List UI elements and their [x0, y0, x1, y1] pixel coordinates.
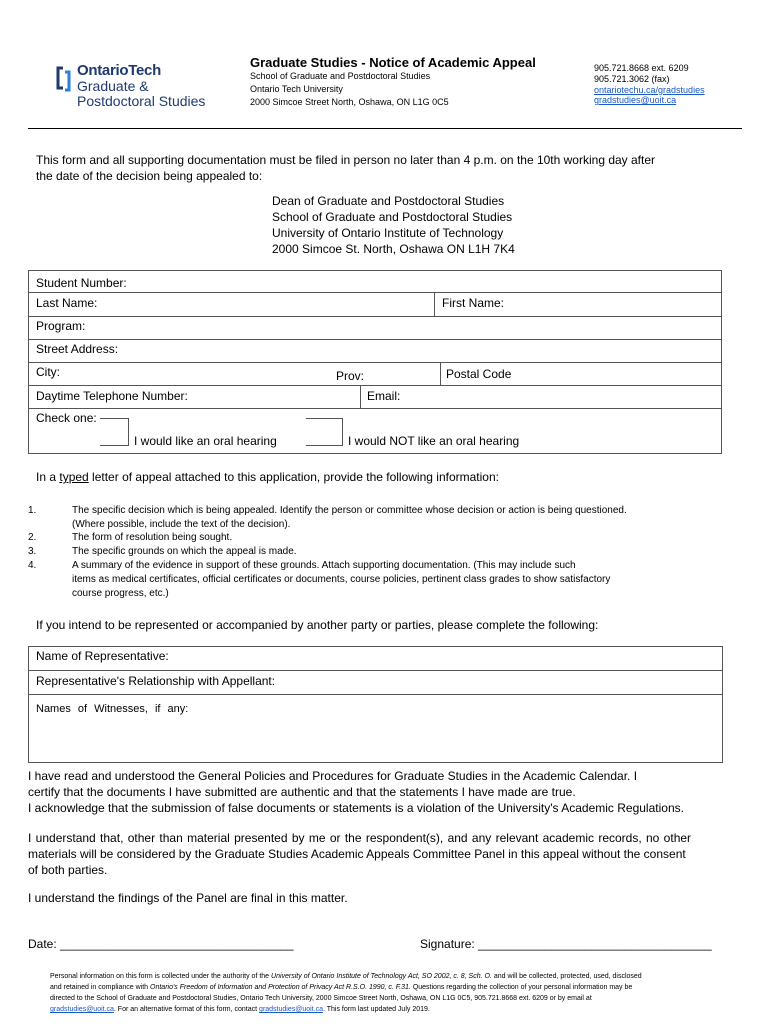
- declaration-line: certify that the documents I have submitted are authentic and that the statements I have made are true.: [28, 785, 576, 799]
- footer-line: Personal information on this form is collected under the authority of the University of Ontario Institute of Technology Act, SO 2002, c. 8, Sch. O. and will be collected, protected, used, disclosed: [50, 973, 642, 980]
- list-item-text: The form of resolution being sought.: [72, 532, 233, 543]
- row-divider: [28, 408, 722, 409]
- representation-instruction: If you intend to be represented or accompanied by another party or parties, please complete the following:: [36, 618, 599, 632]
- row-divider: [28, 694, 723, 695]
- list-number: 2.: [28, 532, 37, 543]
- date-field[interactable]: Date: ___________________________________: [28, 937, 294, 951]
- footer-line: directed to the School of Graduate and Postdoctoral Studies, Ontario Tech University, 2000 Simcoe Street North, Oshawa, ON L1G 0C5, 905.721.8668 ext. 6209 or by email at: [50, 995, 592, 1002]
- no-oral-hearing-option-label: I would NOT like an oral hearing: [348, 434, 520, 448]
- footer-email-link[interactable]: gradstudies@uoit.ca: [259, 1006, 323, 1013]
- declaration-line: I understand that, other than material presented by me or the respondent(s), and any relevant academic records, no other: [28, 831, 692, 845]
- recipient-line: University of Ontario Institute of Technology: [272, 226, 504, 240]
- email-field[interactable]: Email:: [367, 389, 401, 403]
- logo-text-line2: Graduate &: [77, 78, 149, 94]
- form-title: Graduate Studies - Notice of Academic Appeal: [250, 55, 536, 70]
- col-divider: [360, 385, 361, 408]
- row-divider: [28, 385, 722, 386]
- logo-text-line3: Postdoctoral Studies: [77, 93, 206, 109]
- program-field[interactable]: Program:: [36, 319, 86, 333]
- list-number: 1.: [28, 505, 37, 516]
- logo-text-line1: OntarioTech: [77, 62, 161, 79]
- ontario-tech-logo: [50, 60, 210, 112]
- header-email-link[interactable]: gradstudies@uoit.ca: [594, 95, 677, 105]
- typed-letter-instruction: In a typed letter of appeal attached to this application, provide the following information:: [36, 470, 499, 484]
- recipient-line: 2000 Simcoe St. North, Oshawa ON L1H 7K4: [272, 242, 515, 256]
- row-divider: [28, 362, 722, 363]
- no-oral-hearing-checkbox[interactable]: [306, 418, 343, 446]
- list-item-text: course progress, etc.): [72, 588, 169, 599]
- witnesses-field[interactable]: Names of Witnesses, if any:: [36, 703, 189, 715]
- ontario-tech-mark-icon: [54, 66, 72, 92]
- signature-field[interactable]: Signature: ___________________________________: [420, 937, 712, 951]
- representative-relationship-field[interactable]: Representative's Relationship with Appellant:: [36, 674, 276, 688]
- declaration-line: I understand the findings of the Panel are final in this matter.: [28, 891, 348, 905]
- footer-line: and retained in compliance with Ontario's Freedom of Information and Protection of Privacy Act R.S.O. 1990, c. F.31. Questions regarding the collection of your personal information may be: [50, 984, 633, 991]
- representative-name-field[interactable]: Name of Representative:: [36, 649, 169, 663]
- list-item-text: The specific grounds on which the appeal is made.: [72, 546, 297, 557]
- recipient-line: Dean of Graduate and Postdoctoral Studies: [272, 194, 505, 208]
- oral-hearing-option-label: I would like an oral hearing: [134, 434, 277, 448]
- footer-line: gradstudies@uoit.ca. For an alternative format of this form, contact gradstudies@uoit.ca. This form last updated July 2019.: [50, 1006, 430, 1013]
- recipient-line: School of Graduate and Postdoctoral Studies: [272, 210, 513, 224]
- privacy-footer: [50, 971, 642, 1015]
- footer-email-link[interactable]: gradstudies@uoit.ca: [50, 1006, 114, 1013]
- declaration-line: I have read and understood the General Policies and Procedures for Graduate Studies in the Academic Calendar. I: [28, 769, 638, 783]
- last-name-field[interactable]: Last Name:: [36, 296, 98, 310]
- header-address-line: School of Graduate and Postdoctoral Studies: [250, 71, 431, 81]
- list-item-text: (Where possible, include the text of the decision).: [72, 519, 291, 530]
- header-website-link[interactable]: ontariotechu.ca/gradstudies: [594, 85, 705, 95]
- first-name-field[interactable]: First Name:: [442, 296, 505, 310]
- row-divider: [28, 316, 722, 317]
- city-field[interactable]: City:: [36, 365, 60, 379]
- col-divider: [440, 362, 441, 385]
- header-fax: 905.721.3062 (fax): [594, 74, 670, 84]
- list-number: 4.: [28, 560, 37, 571]
- list-item-text: A summary of the evidence in support of these grounds. Attach supporting documentation. (This may include such: [72, 560, 576, 571]
- list-item-text: items as medical certificates, official certificates or documents, course policies, pertinent class grades to show satisfactory: [72, 574, 611, 585]
- daytime-phone-field[interactable]: Daytime Telephone Number:: [36, 389, 188, 403]
- intro-line: the date of the decision being appealed to:: [36, 169, 263, 183]
- header-divider: [28, 128, 742, 129]
- declaration-line: of both parties.: [28, 863, 108, 877]
- row-divider: [28, 670, 723, 671]
- student-number-field[interactable]: Student Number:: [36, 276, 127, 290]
- intro-line: This form and all supporting documentation must be filed in person no later than 4 p.m. on the 10th working day after: [36, 153, 656, 167]
- list-item-text: The specific decision which is being appealed. Identify the person or committee whose decision or action is being questioned.: [72, 505, 627, 516]
- row-divider: [28, 292, 722, 293]
- street-address-field[interactable]: Street Address:: [36, 342, 119, 356]
- header-address-line: Ontario Tech University: [250, 84, 343, 94]
- postal-code-field[interactable]: Postal Code: [446, 367, 512, 381]
- declaration-line: materials will be considered by the Graduate Studies Academic Appeals Committee Panel in this appeal without the consent: [28, 847, 686, 861]
- header-phone: 905.721.8668 ext. 6209: [594, 63, 689, 73]
- col-divider: [434, 292, 435, 316]
- row-divider: [28, 339, 722, 340]
- province-field[interactable]: Prov:: [336, 369, 365, 383]
- header-address-line: 2000 Simcoe Street North, Oshawa, ON L1G 0C5: [250, 97, 449, 107]
- declaration-line: I acknowledge that the submission of false documents or statements is a violation of the University's Academic Regulations.: [28, 801, 684, 815]
- list-number: 3.: [28, 546, 37, 557]
- oral-hearing-checkbox[interactable]: [100, 418, 129, 446]
- check-one-label: Check one:: [36, 411, 97, 425]
